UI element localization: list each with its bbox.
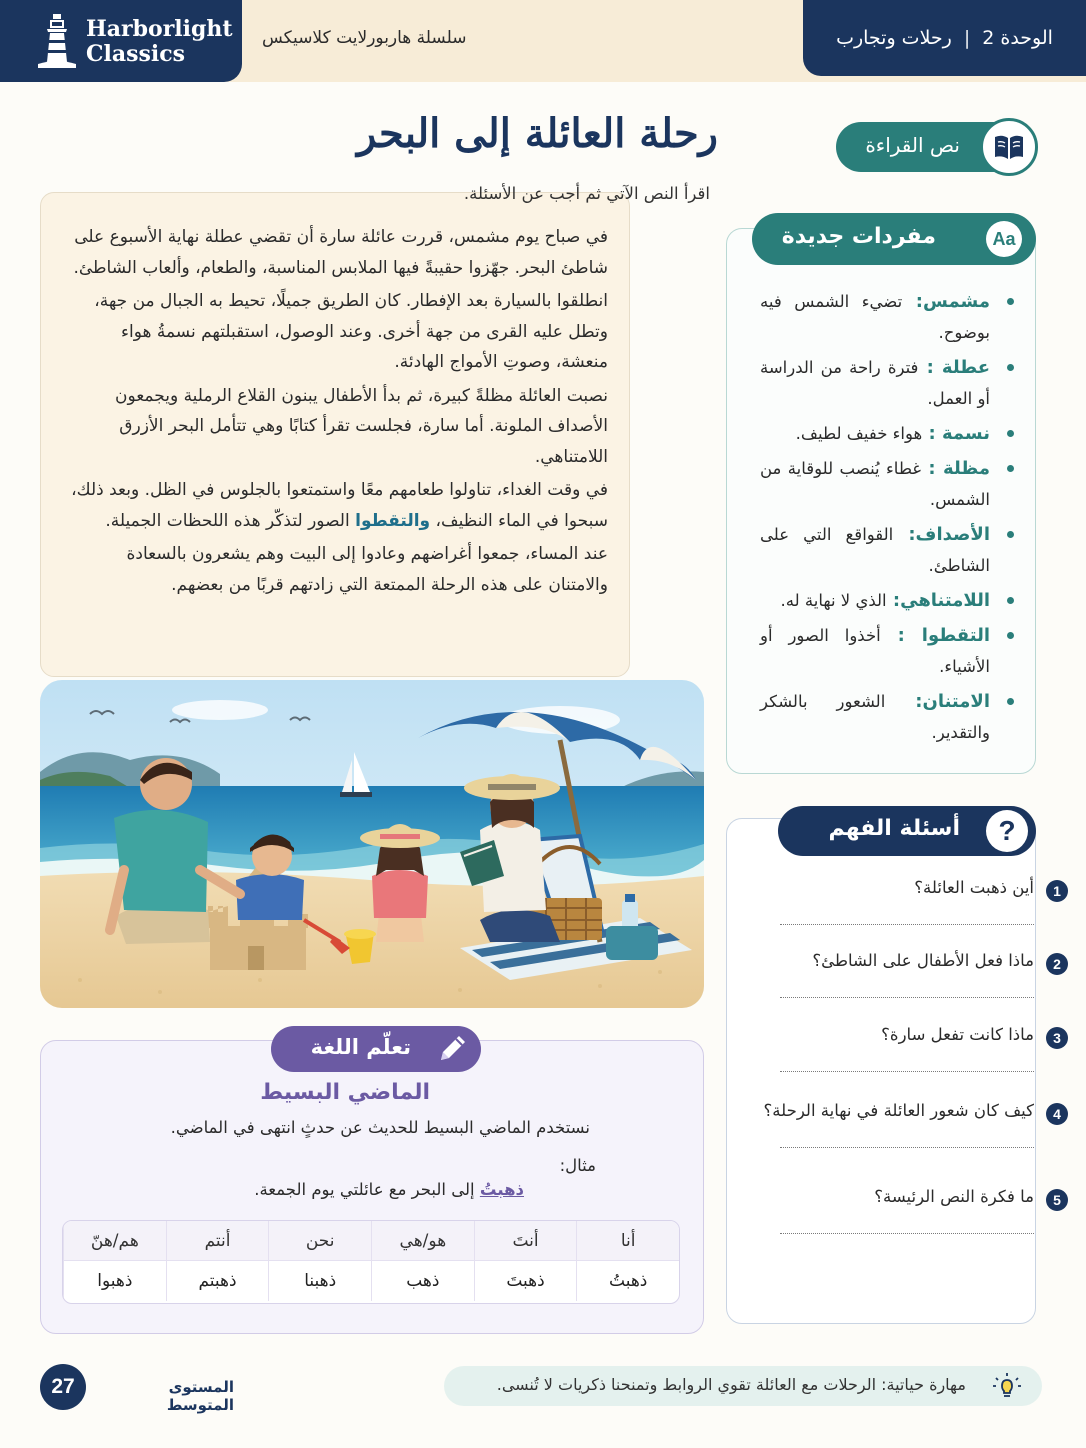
question-number: 3 — [1046, 1027, 1068, 1049]
passage-paragraph — [68, 475, 608, 536]
question-item — [732, 1025, 1061, 1081]
brand-name-line2: Classics — [86, 41, 186, 67]
vocab-definition: تضيء الشمس فيه بوضوح. — [760, 292, 990, 342]
vocabulary-title: مفردات جديدة — [781, 224, 936, 249]
unit-label: الوحدة 2 — [982, 27, 1053, 49]
unit-topic: رحلات وتجارب — [836, 27, 952, 49]
vocab-definition: فترة راحة من الدراسة أو العمل. — [760, 358, 990, 408]
vocab-term: اللامتناهي — [900, 590, 990, 611]
life-skill-tip — [444, 1366, 1042, 1406]
vocab-term: عطلة — [941, 357, 991, 378]
question-mark-icon: ? — [986, 810, 1028, 852]
question-text: ماذا كانت تفعل سارة؟ — [881, 1025, 1034, 1044]
pronoun-cell: أنا — [576, 1221, 679, 1261]
reading-instruction: اقرأ النص الآتي ثم أجب عن الأسئلة. — [463, 184, 710, 203]
question-text: كيف كان شعور العائلة في نهاية الرحلة؟ — [763, 1101, 1034, 1120]
grammar-title: الماضي البسيط — [260, 1080, 430, 1105]
vocab-definition: هواء خفيف لطيف. — [795, 424, 923, 443]
passage-paragraph: انطلقوا بالسيارة بعد الإفطار. كان الطريق جميلًا، تحيط به الجبال من جهة، وتطل عليه القرى من جهة أخرى. وعند الوصول، استقبلتهم نسمةُ هواء منعشة، وصوتِ الأمواج الهادئة. — [94, 291, 608, 372]
vocab-term: التقطوا — [921, 625, 991, 646]
pencil-icon — [435, 1032, 469, 1070]
question-text: أين ذهبت العائلة؟ — [914, 878, 1034, 897]
vocab-separator: : — [893, 524, 916, 545]
vocab-separator: : — [886, 590, 901, 611]
verb-cell: ذهبنا — [268, 1261, 371, 1301]
vocab-definition: القواقع التي على الشاطئ. — [760, 525, 990, 575]
level-label: المستوى المتوسط — [166, 1378, 234, 1414]
vocab-item — [760, 352, 1016, 414]
questions-header — [778, 806, 1036, 856]
unit-separator: | — [963, 27, 971, 49]
vocab-definition: غطاء يُنصب للوقاية من الشمس. — [760, 459, 990, 509]
vocab-separator: : — [921, 458, 944, 479]
pronoun-cell: نحن — [268, 1221, 371, 1261]
reading-section-text: نص القراءة — [865, 133, 960, 157]
verb-cell: ذهبتَ — [474, 1261, 577, 1301]
answer-line[interactable] — [780, 924, 1034, 925]
lightbulb-icon — [992, 1372, 1022, 1404]
pronoun-cell: هم/هنّ — [63, 1221, 166, 1261]
question-item — [732, 1187, 1061, 1243]
reading-section-label — [836, 122, 1036, 172]
page-title: رحلة العائلة إلى البحر — [356, 110, 718, 157]
grammar-example — [200, 1180, 524, 1199]
vocab-definition: الذي لا نهاية له. — [780, 591, 887, 610]
vocab-item — [760, 286, 1016, 348]
pronoun-cell: أنتَ — [474, 1221, 577, 1261]
example-sentence: إلى البحر مع عائلتي يوم الجمعة. — [254, 1180, 480, 1199]
question-item — [732, 1101, 1061, 1157]
vocab-separator: : — [885, 691, 923, 712]
verb-cell: ذهب — [371, 1261, 474, 1301]
questions-title: أسئلة الفهم — [828, 816, 960, 841]
open-book-icon — [980, 118, 1038, 176]
answer-line[interactable] — [780, 1147, 1034, 1148]
verb-cell: ذهبتُ — [576, 1261, 679, 1301]
example-verb: ذهبتُ — [479, 1180, 524, 1199]
question-text: ماذا فعل الأطفال على الشاطئ؟ — [812, 951, 1034, 970]
unit-banner — [803, 0, 1086, 76]
vocab-separator: : — [902, 291, 924, 312]
vocab-item — [760, 519, 1016, 581]
series-title: سلسلة هاربورلايت كلاسيكس — [262, 28, 467, 48]
brand-block — [0, 0, 242, 82]
brand-name — [86, 17, 233, 67]
page-number: 27 — [40, 1364, 86, 1410]
beach-illustration — [40, 680, 704, 1008]
question-number: 4 — [1046, 1103, 1068, 1125]
passage-paragraph: نصبت العائلة مظلةً كبيرة، ثم بدأ الأطفال يبنون القلاع الرملية ويجمعون الأصداف الملونة. أما سارة، فجلست تقرأ كتابًا وهي تتأمل البحر الأزرق اللامتناهي. — [114, 385, 608, 467]
lighthouse-icon — [36, 12, 78, 74]
vocab-term: مظلة — [943, 458, 990, 479]
vocab-separator: : — [880, 625, 922, 646]
example-label: مثال: — [559, 1156, 596, 1175]
question-item — [732, 951, 1061, 1007]
answer-line[interactable] — [780, 1233, 1034, 1234]
answer-line[interactable] — [780, 997, 1034, 998]
text-size-icon: Aa — [986, 221, 1022, 257]
passage-text: الصور لتذكّر هذه اللحظات الجميلة. — [105, 510, 356, 531]
vocab-definition: الشعور بالشكر والتقدير. — [760, 692, 990, 742]
reading-passage — [68, 222, 608, 603]
question-text: ما فكرة النص الرئيسة؟ — [874, 1187, 1034, 1206]
tip-text: مهارة حياتية: الرحلات مع العائلة تقوي الروابط وتمنحنا ذكريات لا تُنسى. — [496, 1375, 966, 1394]
vocab-item — [760, 620, 1016, 682]
brand-name-line1: Harborlight — [86, 16, 233, 42]
vocab-item — [760, 453, 1016, 515]
pronoun-cell: هو/هي — [371, 1221, 474, 1261]
grammar-header — [271, 1026, 481, 1072]
grammar-description: نستخدم الماضي البسيط للحديث عن حدثٍ انتهى في الماضي. — [170, 1118, 590, 1137]
passage-text: في وقت الغداء، تناولوا طعامهم معًا واستمتعوا بالجلوس في الظل. وبعد ذلك، سبحوا في الماء النظيف، — [71, 480, 608, 531]
vocabulary-list — [760, 286, 1016, 752]
vocab-separator: : — [918, 357, 942, 378]
vocabulary-header — [752, 213, 1036, 265]
vocab-item — [760, 418, 1016, 449]
question-item — [732, 878, 1061, 934]
vocab-separator: : — [922, 423, 942, 444]
vocab-term: الامتنان — [922, 691, 990, 712]
pronoun-cell: أنتم — [166, 1221, 269, 1261]
vocab-term: مشمس — [923, 291, 990, 312]
vocab-definition: أخذوا الصور أو الأشياء. — [760, 626, 990, 676]
question-number: 2 — [1046, 953, 1068, 975]
verb-cell: ذهبتم — [166, 1261, 269, 1301]
passage-paragraph: عند المساء، جمعوا أغراضهم وعادوا إلى البيت وهم يشعرون بالسعادة والامتنان على هذه الرحلة الممتعة التي زادتهم قربًا من بعضهم. — [126, 544, 608, 595]
question-number: 1 — [1046, 880, 1068, 902]
passage-paragraph: في صباح يوم مشمس، قررت عائلة سارة أن تقضي عطلة نهاية الأسبوع على شاطئ البحر. جهّزوا حقيبةً فيها الملابس المناسبة، والطعام، وألعاب الشاطئ. — [73, 227, 608, 278]
grammar-badge-text: تعلّم اللغة — [310, 1035, 411, 1059]
vocab-term: الأصداف — [915, 524, 990, 545]
vocab-term: نسمة — [941, 423, 990, 444]
vocab-item — [760, 585, 1016, 616]
conjugation-table — [62, 1220, 680, 1304]
answer-line[interactable] — [780, 1071, 1034, 1072]
question-number: 5 — [1046, 1189, 1068, 1211]
verb-cell: ذهبوا — [63, 1261, 166, 1301]
highlighted-word: والتقطوا — [355, 510, 431, 531]
vocab-item — [760, 686, 1016, 748]
